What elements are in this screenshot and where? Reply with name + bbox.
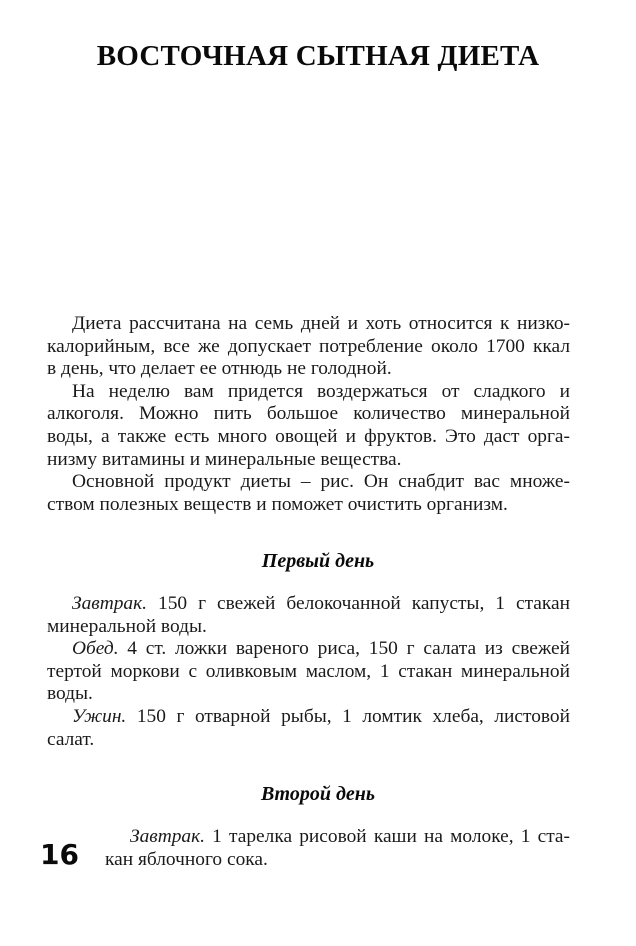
- page-title: ВОСТОЧНАЯ СЫТНАЯ ДИЕТА: [96, 40, 540, 72]
- meal-label: Завтрак.: [72, 593, 148, 614]
- page-number: 16: [40, 838, 79, 871]
- text-line: Основной продукт диеты – рис. Он снабдит вас множе-: [72, 471, 570, 493]
- day2-menu: [105, 826, 570, 871]
- text-line: Диета рассчитана на семь дней и хоть относится к низко-: [72, 313, 570, 334]
- day2-heading: Второй день: [260, 783, 376, 805]
- day1-menu: [47, 593, 570, 751]
- meal-label: Завтрак.: [130, 826, 206, 847]
- meal-text: 1 тарелка рисовой каши на молоке, 1 ста-: [205, 826, 570, 847]
- text-line: На неделю вам придется воздержаться от сладкого и: [72, 380, 570, 402]
- text-line: воды.: [47, 683, 93, 705]
- breakfast-line: [47, 593, 570, 616]
- text-line: кан яблочного сока.: [105, 848, 268, 870]
- meal-text: 4 ст. ложки вареного риса, 150 г салата из свежей: [118, 638, 570, 660]
- text-line: минеральной воды.: [47, 615, 207, 637]
- meal-text: 150 г отварной рыбы, 1 ломтик хлеба, листовой: [126, 705, 570, 727]
- day1-heading: Первый день: [261, 550, 375, 572]
- text-line: воды, а также есть много овощей и фруктов. Это даст орга-: [47, 425, 570, 447]
- text-line: алкоголя. Можно пить большое количество минеральной: [47, 403, 570, 425]
- intro-text: [47, 313, 570, 516]
- text-line: ством полезных веществ и поможет очистить организм.: [47, 493, 508, 515]
- dinner-line: [47, 706, 570, 729]
- text-line: тертой моркови с оливковым маслом, 1 стакан минеральной: [47, 660, 570, 682]
- text-line: калорийным, все же допускает потребление около 1700 ккал: [47, 335, 570, 357]
- lunch-line: [47, 638, 570, 661]
- meal-label: Обед.: [72, 638, 119, 660]
- meal-text: 150 г свежей белокочанной капусты, 1 стакан: [147, 593, 570, 614]
- breakfast-line: [105, 826, 570, 849]
- text-line: в день, что делает ее отнюдь не голодной.: [47, 358, 392, 380]
- text-line: салат.: [47, 728, 95, 750]
- text-line: низму витамины и минеральные вещества.: [47, 448, 402, 470]
- meal-label: Ужин.: [72, 705, 127, 727]
